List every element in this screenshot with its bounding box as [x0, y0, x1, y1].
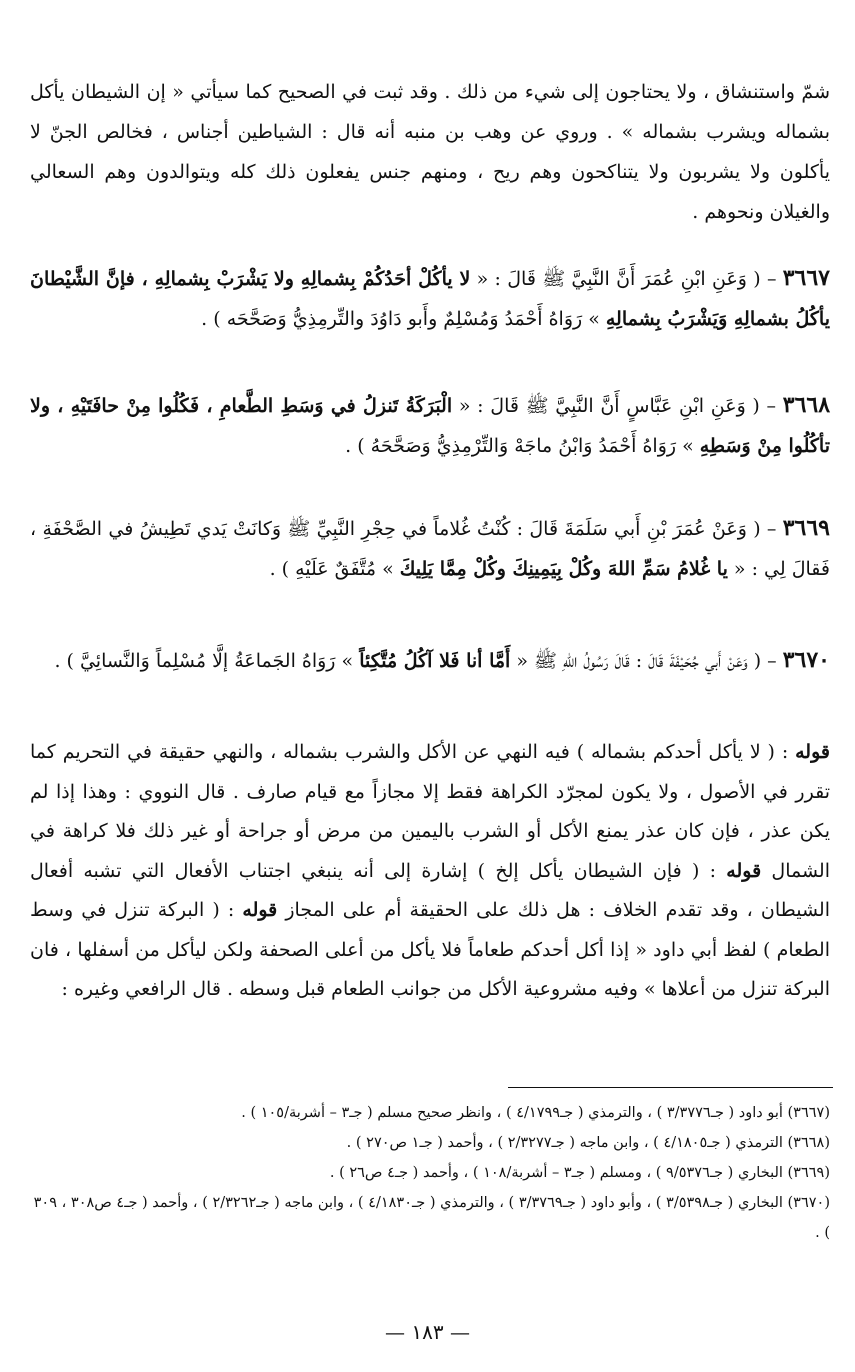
hadith-3668 — [30, 385, 830, 466]
footnote-item: (٣٦٦٩) البخاري ( جـ٩/٥٣٧٦ ) ، ومسلم ( جـ٣ – أشربة/١٠٨ ) ، وأحمد ( جـ٤ ص٢٦ ) . — [329, 1165, 830, 1181]
page-number: — ١٨٣ — — [385, 1320, 470, 1344]
hadith-matn: لا يأكُلْ أحَدُكُمْ بِشمالِهِ ولا يَشْرَبْ بِشمالِهِ ، فإنَّ الشَّيْطانَ يأكُلُ بشمالِهِ وَيَشْرَبُ بِشمالِهِ — [30, 268, 830, 330]
hadith-number: ٣٦٦٩ — [782, 515, 830, 541]
hadith-matn: يا غُلامُ سَمِّ اللهَ وكُلْ بِيَمِينِكَ وكُلْ مِمَّا يَلِيكَ — [399, 558, 728, 580]
hadith-isnad: – ( وَعَنِ ابْنِ عَبَّاسٍ أَنَّ النَّبِيَّ ﷺ قَالَ : « — [452, 395, 783, 417]
hadith-number: ٣٦٧٠ — [782, 647, 830, 673]
hadith-source: » رَوَاهُ الجَماعَةُ إلَّا مُسْلِماً وَالنَّسائِيَّ ) . — [54, 650, 360, 672]
hadith-3667 — [30, 258, 830, 339]
hadith-matn: الْبَرَكَةُ تَنزلُ في وَسَطِ الطَّعامِ ، فَكُلُوا مِنْ حافَتَيْهِ ، ولا تأكُلُوا مِنْ وَسَطِهِ — [30, 395, 830, 457]
qawluh-label: قوله — [795, 741, 830, 763]
hadith-source: » رَوَاهُ أَحْمَدُ وَمُسْلِمٌ وأَبو دَاوُدَ والتِّرمِذِيُّ وَصَحَّحَه ) . — [201, 308, 606, 330]
commentary-text: : ( فإن الشيطان يأكل إلخ ) إشارة إلى أنه ينبغي اجتناب الأفعال التي تشبه أفعال الشيطان ، وقد تقدم الخلاف : هل ذلك على الحقيقة أم على المجاز — [30, 859, 830, 921]
hadith-source: » رَوَاهُ أَحْمَدُ وَابْنُ ماجَهْ وَالتِّرْمِذِيُّ وَصَحَّحَهُ ) . — [345, 435, 700, 457]
intro-paragraph — [30, 72, 830, 232]
commentary-text: : ( البركة تنزل في وسط الطعام ) لفظ أبي داود « إذا أكل أحدكم طعاماً فلا يأكل من أعلى الصحفة ولكن ليأكل من أسفلها ، فان البركة تنزل من أعلاها » وفيه مشروعية الأكل من جوانب الطعام قبل وسطه . قال الرافعي وغيره : — [30, 899, 830, 1000]
hadith-number: ٣٦٦٧ — [782, 265, 830, 291]
hadith-isnad: – ( وَعَنِ ابْنِ عُمَرَ أَنَّ النَّبِيَّ ﷺ قَالَ : « — [470, 268, 783, 290]
footnote-item: (٣٦٦٨) الترمذي ( جـ٤/١٨٠٥ ) ، وابن ماجه ( جـ٢/٣٢٧٧ ) ، وأحمد ( جـ١ ص٢٧٠ ) . — [346, 1135, 830, 1151]
qawluh-label: قوله — [242, 899, 278, 921]
hadith-isnad: – ( وَعَنْ أَبي جُحَيْفَةَ قَالَ : قَالَ رَسُولُ اللهِ ﷺ « — [510, 650, 783, 672]
footnote-divider — [508, 1087, 833, 1088]
footnotes — [30, 1098, 830, 1248]
qawluh-label: قوله — [726, 859, 762, 882]
footnote-item: (٣٦٧٠) البخاري ( جـ٣/٥٣٩٨ ) ، وأبو داود ( جـ٣/٣٧٦٩ ) ، والترمذي ( جـ٤/١٨٣٠ ) ، وابن ماجه ( جـ٢/٣٢٦٢ ) ، وأحمد ( جـ٤ ص٣٠٨ ، ٣٠٩ ) . — [33, 1195, 830, 1241]
intro-text: شمّ واستنشاق ، ولا يحتاجون إلى شيء من ذلك . وقد ثبت في الصحيح كما سيأتي « إن الشيطان يأكل بشماله ويشرب بشماله » . وروي عن وهب بن منبه أنه قال : الشياطين أجناس ، فخالص الجنّ لا يأكلون ولا يشربون ولا يتناكحون وهم ريح ، ومنهم جنس يفعلون ذلك كله ويتوالدون وهم السعالي والغيلان ونحوهم . — [30, 81, 830, 223]
hadith-3669 — [30, 508, 830, 589]
footnote-item: (٣٦٦٧) أبو داود ( جـ٣/٣٧٧٦ ) ، والترمذي ( جـ٤/١٧٩٩ ) ، وانظر صحيح مسلم ( جـ٣ – أشربة/١٠٥ ) . — [241, 1105, 830, 1121]
commentary-text: : ( لا يأكل أحدكم بشماله ) فيه النهي عن الأكل والشرب بشماله ، والنهي حقيقة في التحريم كما تقرر في الأصول ، ولا يكون لمجرّد الكراهة فقط إلا مجازاً مع قيام صارف . قال النووي : وهذا إذا لم يكن عذر ، فإن كان عذر يمنع الأكل أو الشرب باليمين من مرض أو جراحة أو غير ذلك فلا كراهة في الشمال — [30, 741, 831, 882]
hadith-number: ٣٦٦٨ — [782, 392, 831, 418]
commentary-paragraph — [30, 733, 830, 1010]
hadith-isnad: – ( وَعَنْ عُمَرَ بْنِ أَبي سَلَمَةَ قَالَ : كُنْتُ غُلاماً في حِجْرِ النَّبِيِّ ﷺ وَكانَتْ يَدي تَطِيشُ في الصَّحْفَةِ ، فَقالَ لِي : « — [30, 518, 830, 580]
hadith-source: » مُتَّفَقٌ عَلَيْهِ ) . — [269, 558, 400, 580]
hadith-3670 — [30, 640, 830, 681]
hadith-matn: أَمَّا أنا فَلا آكُلُ مُتَّكِئاً — [359, 650, 511, 672]
